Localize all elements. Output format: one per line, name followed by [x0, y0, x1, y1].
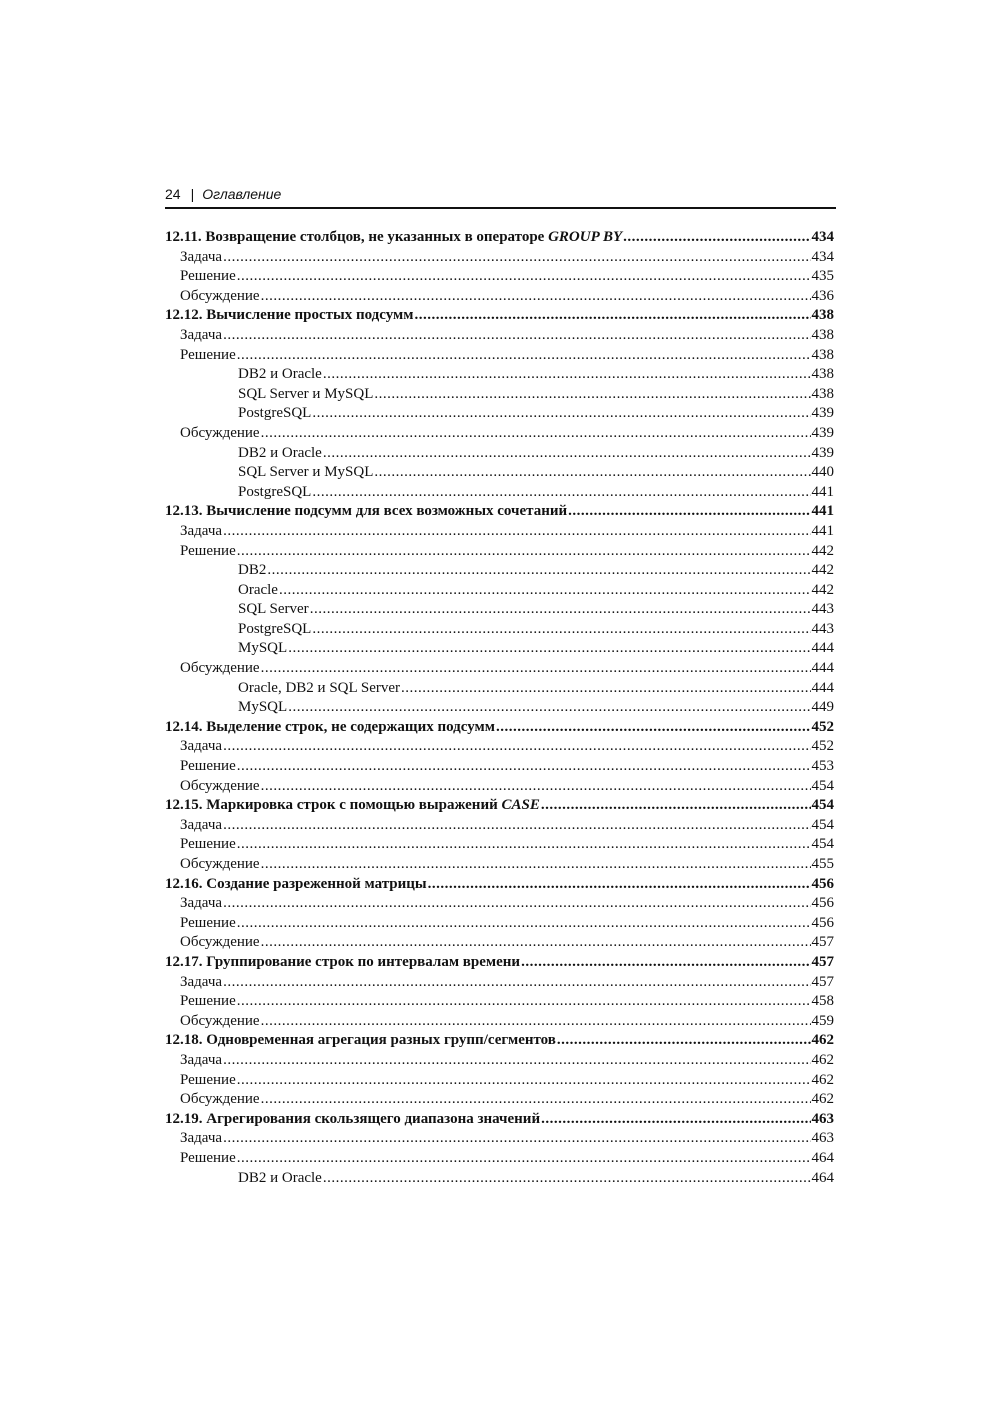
- dot-leader: [541, 1110, 810, 1130]
- toc-entry-text: Решение: [180, 1149, 236, 1166]
- toc-entry-text: 12.15. Маркировка строк с помощью выражений: [165, 797, 502, 814]
- toc-entry-title: [180, 816, 222, 836]
- dot-leader: [312, 483, 810, 503]
- toc-entry-title: [165, 796, 540, 816]
- dot-leader: [223, 522, 810, 542]
- toc-entry-title: [238, 679, 400, 699]
- toc-entry-text: Обсуждение: [180, 660, 260, 677]
- toc-entry-title: [180, 1149, 236, 1169]
- toc-subsection-entry: [165, 542, 834, 562]
- toc-entry-title: [238, 581, 278, 601]
- toc-entry-text: DB2 и Oracle: [238, 366, 322, 383]
- dot-leader: [312, 620, 810, 640]
- toc-entry-text: DB2: [238, 562, 267, 579]
- toc-page-number: 456: [811, 875, 834, 892]
- toc-entry-title: [180, 1012, 260, 1032]
- toc-page-number: 436: [811, 287, 834, 304]
- toc-entry-title: [165, 718, 495, 738]
- toc-section-entry: [165, 228, 834, 248]
- dot-leader: [223, 816, 810, 836]
- toc-page-number: 464: [811, 1149, 834, 1166]
- toc-subsection-entry: [165, 973, 834, 993]
- toc-entry-text: Обсуждение: [180, 1012, 260, 1029]
- toc-entry-title: [180, 659, 260, 679]
- toc-entry-title: [180, 1090, 260, 1110]
- toc-entry-text: PostgreSQL: [238, 405, 312, 422]
- dot-leader: [557, 1031, 811, 1051]
- toc-page-number: 441: [811, 483, 834, 500]
- dot-leader: [568, 502, 810, 522]
- toc-entry-text: Задача: [180, 522, 223, 539]
- toc-page-number: 443: [811, 601, 834, 618]
- dot-leader: [261, 933, 811, 953]
- toc-section-entry: [165, 1110, 834, 1130]
- toc-entry-title: [238, 698, 287, 718]
- toc-entry-title: [238, 561, 266, 581]
- toc-page-number: 435: [811, 268, 834, 285]
- toc-entry-text: DB2 и Oracle: [238, 444, 322, 461]
- table-of-contents: [165, 228, 834, 1188]
- dot-leader: [223, 737, 810, 757]
- toc-entry-title: [238, 600, 309, 620]
- dot-leader: [237, 1149, 811, 1169]
- toc-entry-title: [238, 463, 373, 483]
- dot-leader: [237, 992, 811, 1012]
- toc-subitem-entry: [165, 679, 834, 699]
- toc-page-number: 452: [811, 718, 834, 735]
- toc-subsection-entry: [165, 659, 834, 679]
- toc-entry-text: Задача: [180, 1130, 223, 1147]
- toc-entry-text: Задача: [180, 816, 223, 833]
- toc-page-number: 455: [811, 856, 834, 872]
- dot-leader: [496, 718, 811, 738]
- toc-page-number: 434: [811, 248, 834, 265]
- toc-subitem-entry: [165, 1169, 834, 1189]
- dot-leader: [237, 1071, 811, 1091]
- toc-subitem-entry: [165, 385, 834, 405]
- toc-entry-title: [180, 933, 260, 953]
- toc-subsection-entry: [165, 346, 834, 366]
- toc-page-number: 438: [811, 366, 834, 383]
- toc-subitem-entry: [165, 600, 834, 620]
- toc-subsection-entry: [165, 1149, 834, 1169]
- toc-subsection-entry: [165, 1129, 834, 1149]
- toc-entry-text: Решение: [180, 346, 236, 363]
- toc-page-number: 444: [811, 679, 834, 696]
- toc-subitem-entry: [165, 483, 834, 503]
- toc-entry-text: PostgreSQL: [238, 483, 312, 500]
- toc-page-number: 459: [811, 1012, 834, 1029]
- toc-page-number: 454: [811, 797, 834, 814]
- dot-leader: [261, 1012, 811, 1032]
- toc-entry-text: SQL Server и MySQL: [238, 385, 374, 402]
- toc-subsection-entry: [165, 1012, 834, 1032]
- toc-entry-title: [165, 953, 520, 973]
- toc-page-number: 462: [811, 1032, 834, 1049]
- dot-leader: [223, 973, 810, 993]
- toc-entry-text: Решение: [180, 542, 236, 559]
- toc-entry-title: [180, 737, 222, 757]
- toc-entry-text: Задача: [180, 895, 223, 912]
- toc-subsection-entry: [165, 326, 834, 346]
- dot-leader: [223, 1051, 810, 1071]
- toc-entry-title: [238, 404, 311, 424]
- dot-leader: [374, 463, 810, 483]
- dot-leader: [237, 757, 811, 777]
- dot-leader: [237, 267, 811, 287]
- toc-subsection-entry: [165, 914, 834, 934]
- toc-entry-text: PostgreSQL: [238, 620, 312, 637]
- toc-page-number: 464: [811, 1169, 834, 1186]
- toc-page-number: 442: [811, 581, 834, 598]
- dot-leader: [428, 875, 811, 895]
- toc-entry-title: [180, 835, 236, 855]
- toc-page-number: 442: [811, 542, 834, 559]
- toc-entry-title: [180, 287, 260, 307]
- toc-entry-text: Обсуждение: [180, 287, 260, 304]
- toc-entry-text: 12.19. Агрегирования скользящего диапазона значений: [165, 1110, 541, 1127]
- toc-subsection-entry: [165, 933, 834, 953]
- toc-subsection-entry: [165, 757, 834, 777]
- toc-subsection-entry: [165, 816, 834, 836]
- toc-section-entry: [165, 306, 834, 326]
- dot-leader: [288, 639, 810, 659]
- toc-entry-text: Задача: [180, 973, 223, 990]
- dot-leader: [323, 444, 811, 464]
- toc-section-entry: [165, 796, 834, 816]
- dot-leader: [223, 248, 810, 268]
- toc-page-number: 457: [811, 953, 834, 970]
- toc-page-number: 439: [811, 444, 834, 461]
- toc-entry-text: Задача: [180, 326, 223, 343]
- toc-page-number: 456: [811, 895, 834, 912]
- toc-entry-text: Oracle: [238, 581, 278, 598]
- toc-page-number: 456: [811, 914, 834, 931]
- toc-entry-title: [180, 973, 222, 993]
- dot-leader: [261, 777, 811, 797]
- dot-leader: [623, 228, 810, 248]
- toc-subsection-entry: [165, 777, 834, 797]
- toc-entry-title: [180, 914, 236, 934]
- toc-entry-title: [180, 267, 236, 287]
- toc-subsection-entry: [165, 1051, 834, 1071]
- toc-page-number: 458: [811, 993, 834, 1010]
- toc-entry-title: [180, 992, 236, 1012]
- toc-page-number: 439: [811, 424, 834, 441]
- toc-entry-title: [180, 248, 222, 268]
- toc-entry-title: [180, 424, 260, 444]
- toc-subsection-entry: [165, 424, 834, 444]
- toc-page-number: 438: [811, 385, 834, 402]
- dot-leader: [541, 796, 811, 816]
- dot-leader: [323, 365, 811, 385]
- toc-entry-text: Обсуждение: [180, 856, 260, 872]
- toc-entry-title: [180, 777, 260, 797]
- toc-subsection-entry: [165, 248, 834, 268]
- toc-entry-title: [180, 894, 222, 914]
- toc-entry-title: [165, 875, 427, 895]
- toc-entry-text: 12.16. Создание разреженной матрицы: [165, 875, 427, 892]
- dot-leader: [261, 1090, 811, 1110]
- toc-page-number: 443: [811, 620, 834, 637]
- toc-page-number: 439: [811, 405, 834, 422]
- toc-entry-title: [238, 1169, 322, 1189]
- toc-entry-title: [180, 1051, 222, 1071]
- toc-page-number: 463: [811, 1110, 834, 1127]
- header-separator: |: [190, 186, 195, 202]
- dot-leader: [261, 424, 811, 444]
- toc-entry-text: 12.13. Вычисление подсумм для всех возможных сочетаний: [165, 503, 568, 520]
- toc-subitem-entry: [165, 444, 834, 464]
- toc-page-number: 442: [811, 562, 834, 579]
- toc-page-number: 438: [811, 346, 834, 363]
- toc-page-number: 441: [811, 503, 834, 520]
- toc-page-number: 463: [811, 1130, 834, 1147]
- toc-entry-text: Задача: [180, 1051, 223, 1068]
- toc-entry-title: [238, 639, 287, 659]
- toc-page-number: 462: [811, 1051, 834, 1068]
- toc-page-number: 454: [811, 777, 834, 794]
- toc-entry-title: [238, 365, 322, 385]
- toc-subitem-entry: [165, 698, 834, 718]
- toc-entry-title: [238, 483, 311, 503]
- dot-leader: [261, 855, 811, 875]
- dot-leader: [223, 894, 810, 914]
- toc-entry-text: 12.11. Возвращение столбцов, не указанных в операторе: [165, 229, 549, 245]
- toc-entry-text: Обсуждение: [180, 1091, 260, 1108]
- toc-page-number: 453: [811, 758, 834, 775]
- toc-entry-title: [180, 326, 222, 346]
- dot-leader: [288, 698, 810, 718]
- toc-subsection-entry: [165, 267, 834, 287]
- toc-subitem-entry: [165, 581, 834, 601]
- toc-page-number: 440: [811, 464, 834, 481]
- toc-page-number: 454: [811, 816, 834, 833]
- toc-entry-text: 12.12. Вычисление простых подсумм: [165, 307, 414, 324]
- dot-leader: [237, 346, 811, 366]
- toc-entry-text: MySQL: [238, 640, 288, 657]
- toc-entry-text: Обсуждение: [180, 777, 260, 794]
- dot-leader: [267, 561, 810, 581]
- toc-page-number: 457: [811, 973, 834, 990]
- toc-entry-text: Обсуждение: [180, 424, 260, 441]
- dot-leader: [237, 914, 811, 934]
- toc-entry-text: SQL Server: [238, 601, 309, 618]
- toc-subsection-entry: [165, 522, 834, 542]
- toc-entry-title: [180, 855, 260, 875]
- toc-entry-text: Решение: [180, 1071, 236, 1088]
- toc-section-entry: [165, 1031, 834, 1051]
- toc-entry-title: [165, 306, 413, 326]
- toc-page-number: 457: [811, 934, 834, 951]
- toc-entry-text: Решение: [180, 836, 236, 853]
- toc-entry-text: MySQL: [238, 699, 288, 716]
- toc-entry-title: [180, 1071, 236, 1091]
- dot-leader: [237, 835, 811, 855]
- toc-subitem-entry: [165, 620, 834, 640]
- toc-subsection-entry: [165, 855, 834, 875]
- toc-entry-title: [165, 502, 567, 522]
- toc-entry-text: 12.17. Группирование строк по интервалам времени: [165, 953, 521, 970]
- toc-entry-title: [180, 522, 222, 542]
- toc-entry-text: Задача: [180, 248, 223, 265]
- toc-section-entry: [165, 502, 834, 522]
- toc-entry-text: SQL Server и MySQL: [238, 464, 374, 481]
- toc-section-entry: [165, 875, 834, 895]
- toc-subsection-entry: [165, 894, 834, 914]
- toc-entry-keyword: CASE: [501, 797, 540, 814]
- toc-subsection-entry: [165, 1090, 834, 1110]
- toc-subsection-entry: [165, 287, 834, 307]
- toc-page-number: 441: [811, 522, 834, 539]
- toc-page-number: 444: [811, 640, 834, 657]
- toc-subsection-entry: [165, 992, 834, 1012]
- header-title: Оглавление: [202, 186, 282, 202]
- toc-entry-title: [165, 1110, 540, 1130]
- toc-page-number: 438: [811, 307, 834, 324]
- toc-subitem-entry: [165, 639, 834, 659]
- toc-entry-title: [180, 346, 236, 366]
- toc-subsection-entry: [165, 835, 834, 855]
- toc-entry-title: [165, 228, 622, 248]
- toc-entry-text: 12.18. Одновременная агрегация разных групп/сегментов: [165, 1032, 556, 1049]
- toc-subsection-entry: [165, 1071, 834, 1091]
- toc-page-number: 434: [811, 229, 834, 245]
- toc-entry-text: Задача: [180, 738, 223, 755]
- dot-leader: [521, 953, 810, 973]
- toc-entry-text: DB2 и Oracle: [238, 1169, 322, 1186]
- dot-leader: [237, 542, 811, 562]
- dot-leader: [310, 600, 811, 620]
- toc-page-number: 438: [811, 326, 834, 343]
- toc-entry-title: [180, 542, 236, 562]
- toc-page-number: 462: [811, 1071, 834, 1088]
- toc-section-entry: [165, 953, 834, 973]
- toc-entry-text: Обсуждение: [180, 934, 260, 951]
- dot-leader: [223, 1129, 810, 1149]
- toc-entry-title: [180, 1129, 222, 1149]
- toc-entry-title: [238, 444, 322, 464]
- toc-subitem-entry: [165, 404, 834, 424]
- toc-entry-text: Решение: [180, 993, 236, 1010]
- toc-entry-title: [180, 757, 236, 777]
- toc-subitem-entry: [165, 463, 834, 483]
- toc-subitem-entry: [165, 561, 834, 581]
- dot-leader: [323, 1169, 811, 1189]
- toc-entry-title: [238, 385, 373, 405]
- toc-page-number: 454: [811, 836, 834, 853]
- toc-page-number: 444: [811, 660, 834, 677]
- toc-entry-text: Oracle, DB2 и SQL Server: [238, 679, 401, 696]
- toc-entry-keyword: GROUP BY: [548, 229, 623, 245]
- toc-entry-text: Решение: [180, 268, 236, 285]
- running-header: [165, 186, 835, 206]
- toc-entry-text: 12.14. Выделение строк, не содержащих подсумм: [165, 718, 495, 735]
- dot-leader: [261, 287, 811, 307]
- page-number: 24: [165, 186, 181, 202]
- dot-leader: [374, 385, 810, 405]
- dot-leader: [223, 326, 810, 346]
- dot-leader: [261, 659, 811, 679]
- dot-leader: [279, 581, 811, 601]
- toc-page-number: 462: [811, 1091, 834, 1108]
- toc-entry-text: Решение: [180, 758, 236, 775]
- header-rule: [165, 207, 836, 209]
- toc-entry-title: [238, 620, 311, 640]
- toc-section-entry: [165, 718, 834, 738]
- dot-leader: [401, 679, 810, 699]
- dot-leader: [312, 404, 810, 424]
- toc-page-number: 452: [811, 738, 834, 755]
- toc-subsection-entry: [165, 737, 834, 757]
- toc-entry-text: Решение: [180, 914, 236, 931]
- dot-leader: [414, 306, 810, 326]
- toc-entry-title: [165, 1031, 556, 1051]
- toc-subitem-entry: [165, 365, 834, 385]
- toc-page-number: 449: [811, 699, 834, 716]
